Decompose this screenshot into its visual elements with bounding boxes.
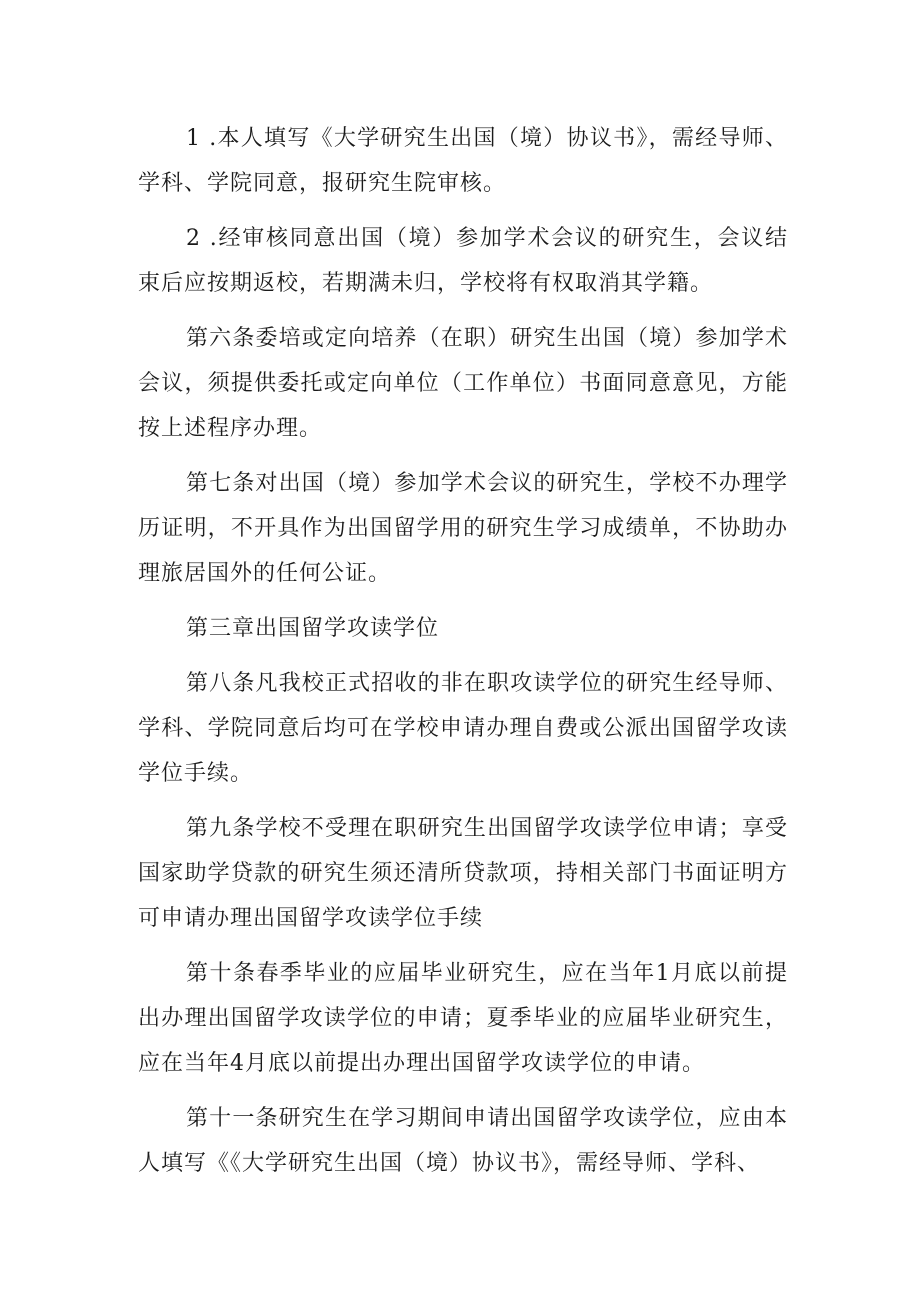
paragraph-item-2-return-on-time: 2 .经审核同意出国（境）参加学术会议的研究生，会议结束后应按期返校，若期满未归，学校将有权取消其学籍。 <box>138 226 788 296</box>
paragraph-item-1-conference-agreement: 1 .本人填写《大学研究生出国（境）协议书》，需经导师、学科、学院同意，报研究生院审核。 <box>138 126 788 196</box>
paragraph-article-6: 第六条委培或定向培养（在职）研究生出国（境）参加学术会议，须提供委托或定向单位（工作单位）书面同意意见，方能按上述程序办理。 <box>138 326 788 441</box>
document-body <box>138 116 788 1196</box>
paragraph-article-9: 第九条学校不受理在职研究生出国留学攻读学位申请；享受国家助学贷款的研究生须还清所贷款项，持相关部门书面证明方可申请办理出国留学攻读学位手续 <box>138 816 788 931</box>
paragraph-article-8: 第八条凡我校正式招收的非在职攻读学位的研究生经导师、学科、学院同意后均可在学校申请办理自费或公派出国留学攻读学位手续。 <box>138 671 788 786</box>
paragraph-article-11: 第十一条研究生在学习期间申请出国留学攻读学位，应由本人填写《《大学研究生出国（境）协议书》，需经导师、学科、 <box>138 1106 788 1176</box>
paragraph-article-10: 第十条春季毕业的应届毕业研究生，应在当年1月底以前提出办理出国留学攻读学位的申请；夏季毕业的应届毕业研究生，应在当年4月底以前提出办理出国留学攻读学位的申请。 <box>138 961 788 1076</box>
chapter-3-heading: 第三章出国留学攻读学位 <box>186 616 440 641</box>
paragraph-article-7: 第七条对出国（境）参加学术会议的研究生，学校不办理学历证明，不开具作为出国留学用的研究生学习成绩单，不协助办理旅居国外的任何公证。 <box>138 471 788 586</box>
